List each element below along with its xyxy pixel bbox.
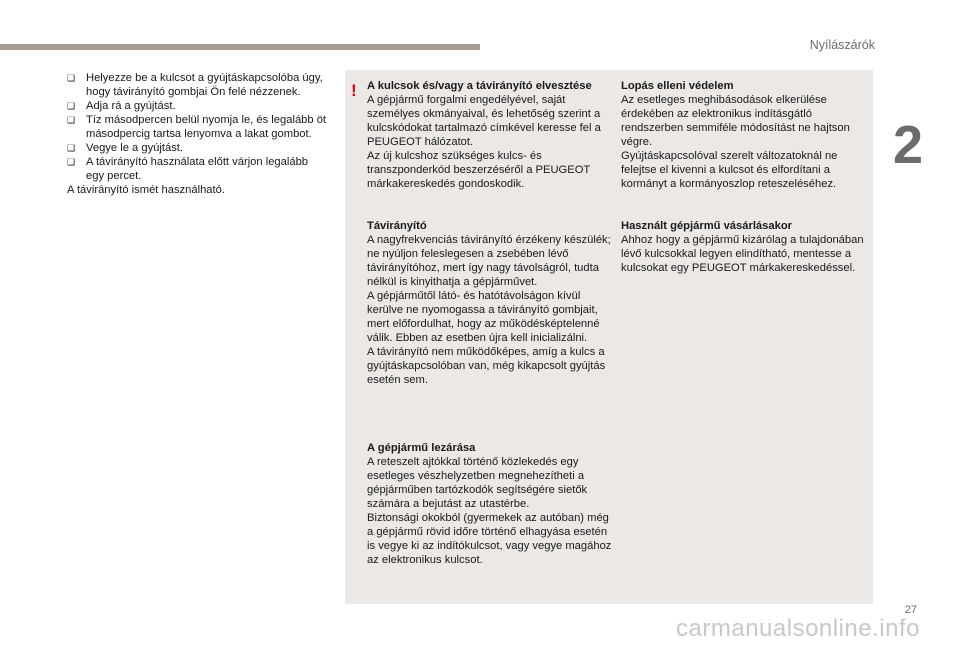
instruction-item	[67, 113, 329, 141]
instruction-text: A távirányító használata előtt várjon legalább egy percet.	[86, 156, 309, 182]
instruction-item	[67, 71, 329, 99]
instruction-text: Tíz másodpercen belül nyomja le, és legalább öt másodpercig tartsa lenyomva a lakat gombot.	[86, 114, 327, 140]
lost-keys-section	[367, 79, 612, 191]
section-body: Az esetleges meghibásodások elkerülése érdekében az elektronikus indításgátló rendszerben semmiféle módosítást ne hajtson végre. Gyújtáskapcsolóval szerelt változatoknál ne felejtse el kivenni a kulcsot és elfordítani a kormányt a kormányoszlop reteszeléséhez.	[621, 94, 850, 190]
section-body: A reteszelt ajtókkal történő közlekedés egy esetleges vészhelyzetben megnehezítheti a gépjárműben tartózkodók segítségére sietők számára a bejutást az utastérbe. Biztonsági okokból (gyermekek az autóban) még a gépjármű rövid időre történő elhagyása esetén is vegye ki az indítókulcsot, vagy vegye magához az elektronikus kulcsot.	[367, 456, 612, 566]
warning-icon: !	[351, 81, 357, 100]
section-heading: Lopás elleni védelem	[621, 80, 734, 92]
checkbox-bullet-icon: ❑	[67, 143, 76, 153]
watermark: carmanualsonline.info	[676, 615, 920, 642]
remote-section	[367, 219, 612, 387]
anti-theft-section	[621, 79, 866, 191]
used-vehicle-section	[621, 219, 866, 275]
checkbox-bullet-icon: ❑	[67, 101, 76, 111]
chapter-number: 2	[893, 115, 924, 175]
page-number: 27	[904, 604, 917, 616]
section-heading: A gépjármű lezárása	[367, 442, 476, 454]
section-heading: Használt gépjármű vásárlásakor	[621, 220, 793, 232]
checkbox-bullet-icon: ❑	[67, 115, 76, 125]
instruction-result: A távirányító ismét használható.	[67, 184, 225, 196]
instruction-item	[67, 141, 329, 155]
instructions-column	[67, 71, 329, 197]
locking-section	[367, 441, 612, 567]
checkbox-bullet-icon: ❑	[67, 157, 76, 167]
section-body: Ahhoz hogy a gépjármű kizárólag a tulajdonában lévő kulcsokkal legyen elindítható, mentesse a kulcsokat egy PEUGEOT márkakereskedéssel.	[621, 234, 864, 274]
instruction-text: Vegye le a gyújtást.	[86, 142, 184, 154]
section-title: Nyílászárók	[809, 38, 875, 52]
instruction-text: Helyezze be a kulcsot a gyújtáskapcsolóba úgy, hogy távirányító gombjai Ön felé nézzenek.	[86, 72, 323, 98]
section-heading: Távirányító	[367, 220, 427, 232]
section-heading: A kulcsok és/vagy a távirányító elvesztése	[367, 80, 592, 92]
checkbox-bullet-icon: ❑	[67, 73, 76, 83]
instruction-item	[67, 99, 329, 113]
section-body: A gépjármű forgalmi engedélyével, saját személyes okmányaival, és lehetőség szerint a kulcskódokat tartalmazó címkével keresse fel a PEUGEOT hálózatot. Az új kulcshoz szükséges kulcs- és transzponderkód beszerzéséről a PEUGEOT márkakereskedés gondoskodik.	[367, 94, 601, 190]
header-accent-bar	[0, 44, 480, 50]
instruction-item	[67, 155, 329, 183]
instruction-text: Adja rá a gyújtást.	[86, 100, 176, 112]
section-body: A nagyfrekvenciás távirányító érzékeny készülék; ne nyúljon feleslegesen a zsebében lévő távirányítóhoz, mert így nagy távolságról, tudta nélkül is kinyithatja a gépjárművet. A gépjárműtől látó- és hatótávolságon kívül kerülve ne nyomogassa a távirányító gombjait, mert előfordulhat, hogy az működésképtelenné válik. Ebben az esetben újra kell inicializálni. A távirányító nem működőképes, amíg a kulcs a gyújtáskapcsolóban van, még kikapcsolt gyújtás esetén sem.	[367, 234, 611, 386]
